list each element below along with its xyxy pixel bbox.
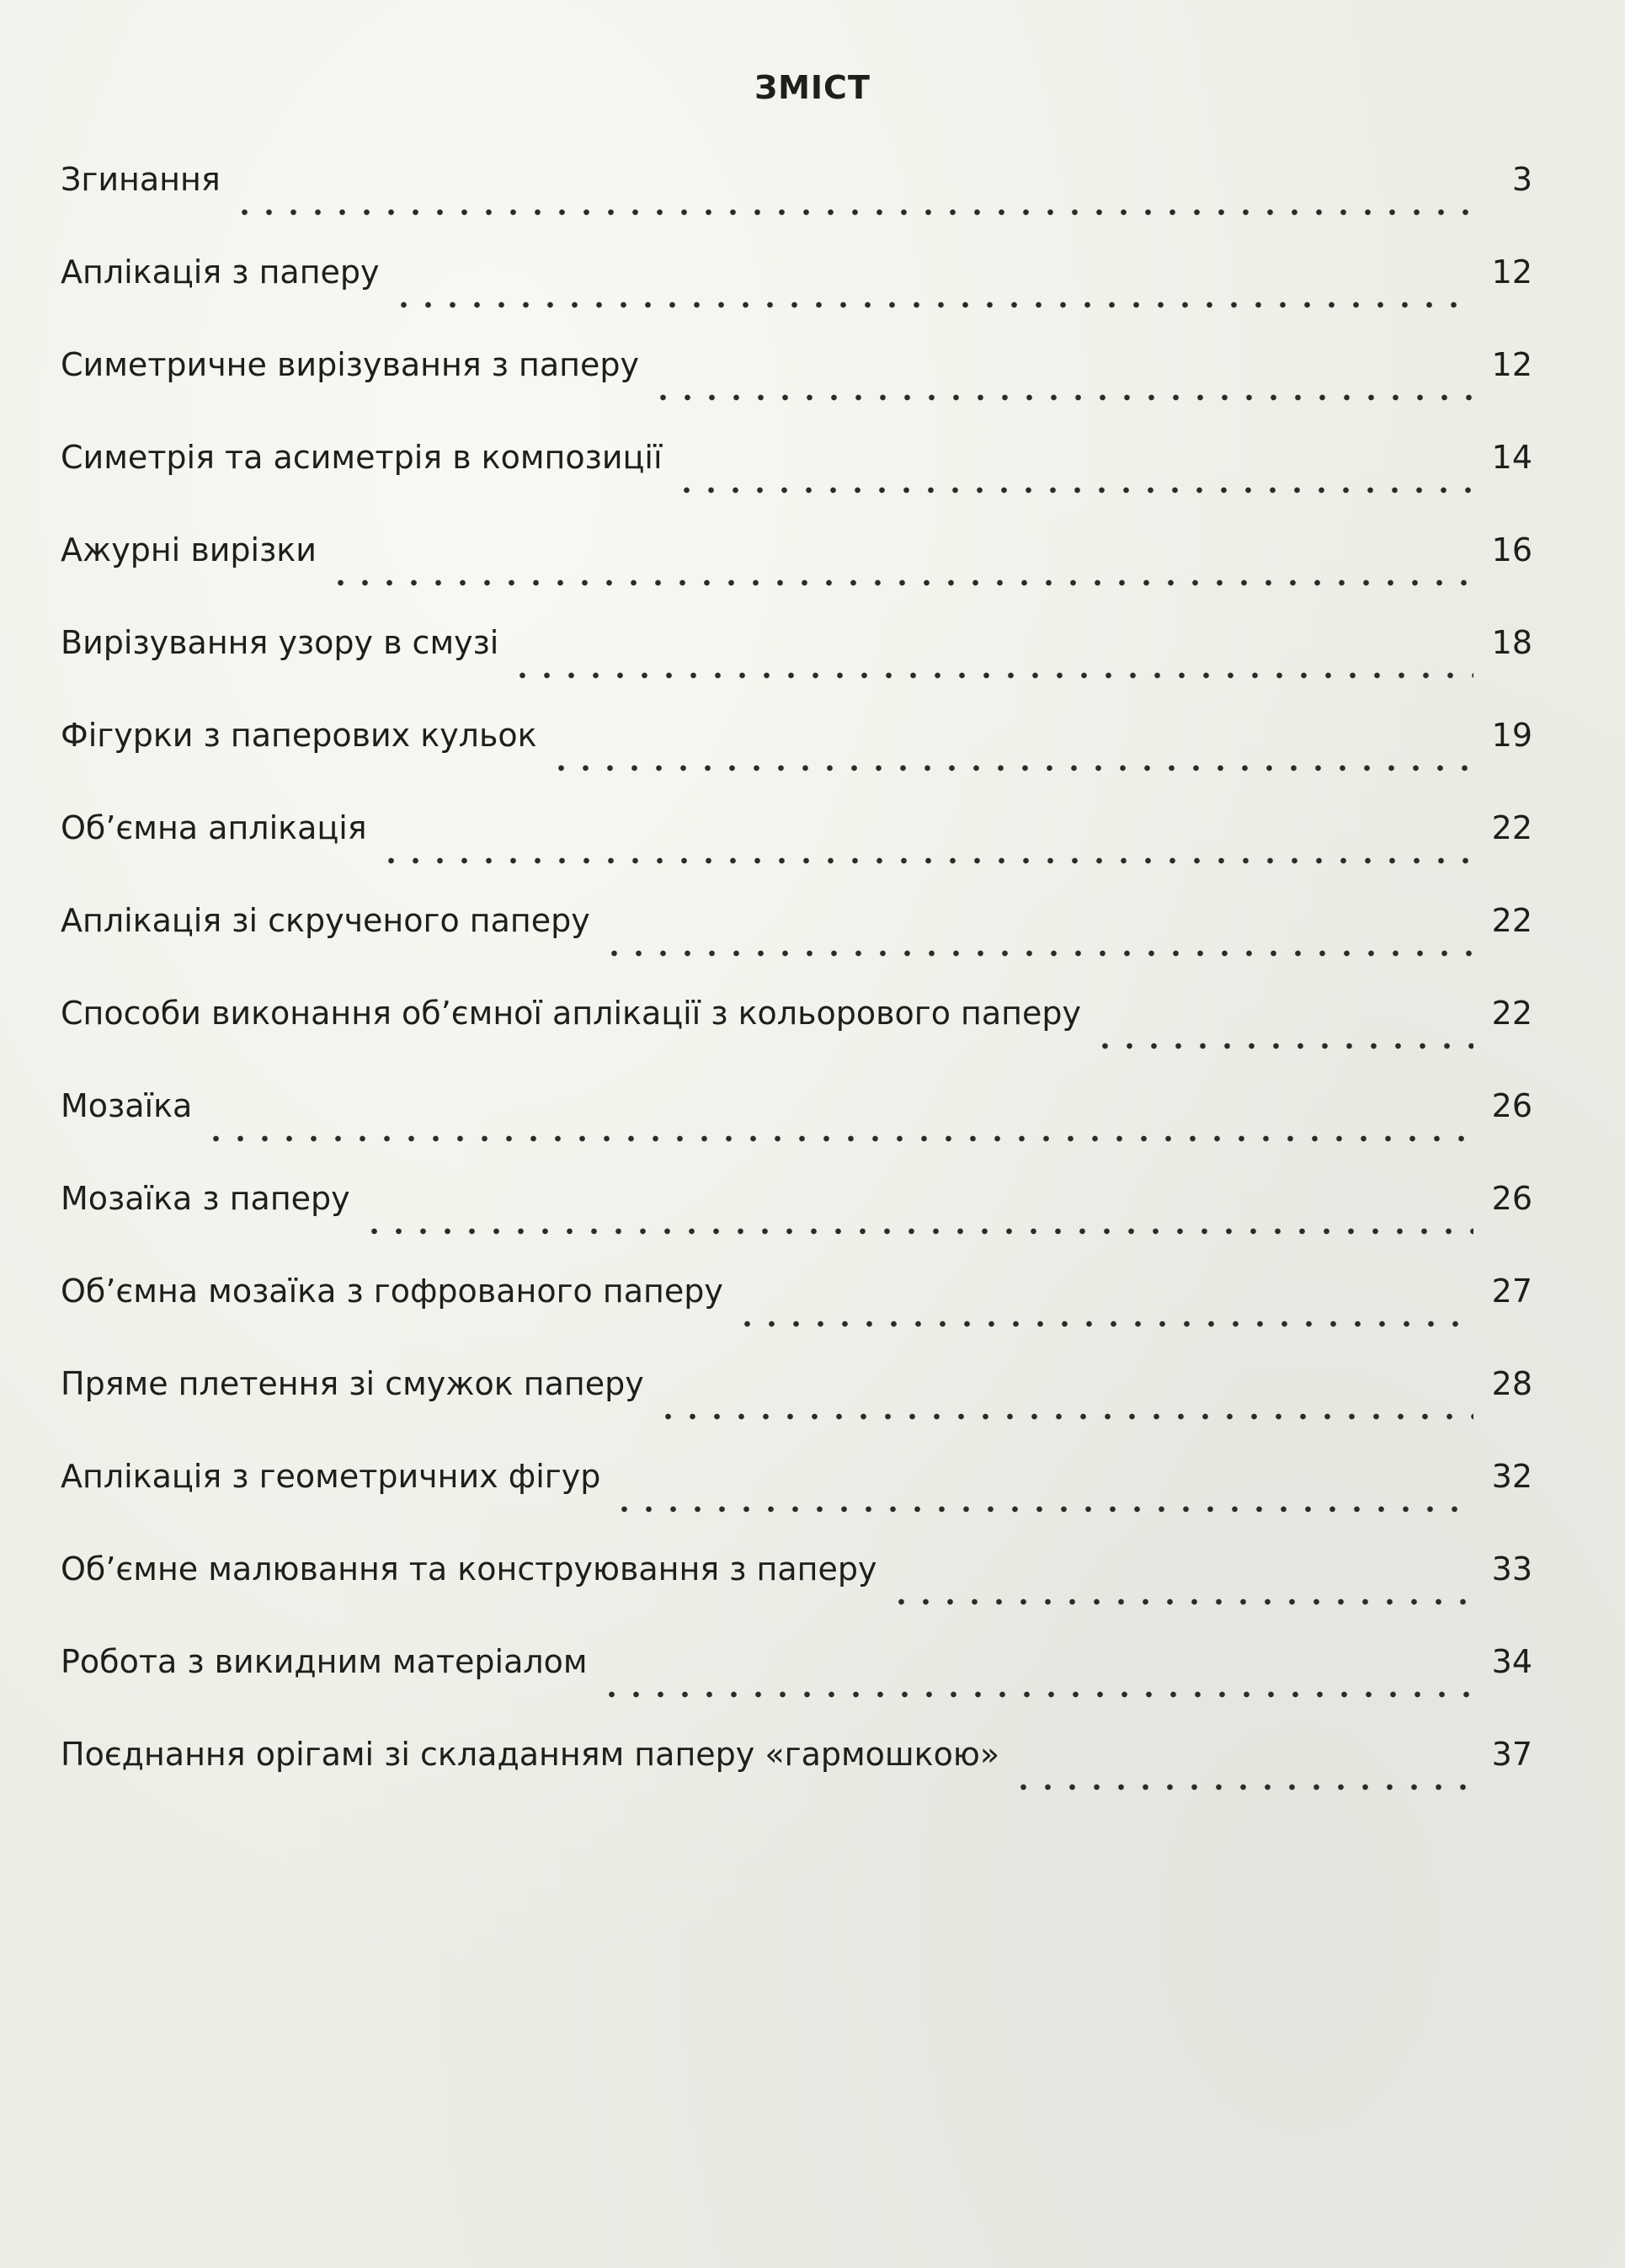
toc-entry-label: Робота з викидним матеріалом — [61, 1643, 588, 1680]
toc-entry-label: Вирізування узору в смузі — [61, 624, 499, 661]
dot-leader — [1011, 1783, 1473, 1791]
toc-entry — [61, 1177, 1532, 1270]
dot-leader — [379, 857, 1473, 865]
dot-leader — [602, 949, 1473, 958]
toc-entry-label: Поєднання орігамі зі складанням паперу «гармошкою» — [61, 1736, 1000, 1773]
toc-entry-label: Ажурні вирізки — [61, 531, 317, 568]
toc-entry-label: Мозаїка з паперу — [61, 1180, 350, 1217]
toc-entry-page: 28 — [1491, 1365, 1532, 1402]
toc-entry — [61, 158, 1532, 251]
dot-leader — [328, 579, 1473, 587]
toc-entry — [61, 1363, 1532, 1455]
dot-leader — [599, 1690, 1473, 1699]
dot-leader — [510, 671, 1473, 680]
toc-entry — [61, 899, 1532, 992]
toc-entry-page: 18 — [1491, 624, 1532, 661]
dot-leader — [612, 1505, 1473, 1513]
toc-entry-label: Аплікація з паперу — [61, 253, 380, 291]
toc-entry-page: 22 — [1491, 902, 1532, 939]
dot-leader — [674, 486, 1473, 494]
toc-list — [61, 158, 1532, 1826]
toc-entry-page: 12 — [1491, 346, 1532, 383]
dot-leader — [204, 1134, 1473, 1143]
toc-entry-label: Симетричне вирізування з паперу — [61, 346, 640, 383]
toc-entry — [61, 344, 1532, 436]
toc-entry-label: Пряме плетення зі смужок паперу — [61, 1365, 644, 1402]
toc-entry — [61, 251, 1532, 344]
toc-entry — [61, 1455, 1532, 1548]
toc-entry-label: Симетрія та асиметрія в композиції — [61, 439, 663, 476]
toc-entry — [61, 807, 1532, 899]
toc-entry-label: Об’ємне малювання та конструювання з паперу — [61, 1550, 877, 1588]
toc-entry — [61, 529, 1532, 622]
dot-leader — [549, 764, 1473, 772]
toc-entry-page: 26 — [1491, 1087, 1532, 1124]
dot-leader — [1093, 1042, 1473, 1050]
toc-entry — [61, 622, 1532, 714]
toc-entry-page: 22 — [1491, 809, 1532, 846]
dot-leader — [362, 1227, 1473, 1235]
toc-entry-label: Фігурки з паперових кульок — [61, 717, 537, 754]
toc-entry-label: Аплікація зі скрученого паперу — [61, 902, 590, 939]
toc-entry-page: 26 — [1491, 1180, 1532, 1217]
toc-entry-label: Об’ємна аплікація — [61, 809, 367, 846]
dot-leader — [656, 1412, 1473, 1421]
toc-entry-page: 27 — [1491, 1273, 1532, 1310]
toc-entry-page: 19 — [1491, 717, 1532, 754]
dot-leader — [651, 393, 1473, 402]
toc-entry-page: 16 — [1491, 531, 1532, 568]
toc-entry-label: Мозаїка — [61, 1087, 193, 1124]
toc-entry — [61, 1085, 1532, 1177]
toc-entry — [61, 992, 1532, 1085]
dot-leader — [735, 1320, 1473, 1328]
dot-leader — [889, 1598, 1473, 1606]
toc-entry — [61, 1641, 1532, 1733]
toc-entry-page: 32 — [1491, 1458, 1532, 1495]
toc-entry-page: 3 — [1511, 161, 1532, 198]
toc-entry — [61, 1548, 1532, 1641]
toc-entry-page: 34 — [1491, 1643, 1532, 1680]
dot-leader — [232, 208, 1475, 216]
dot-leader — [392, 301, 1473, 309]
toc-entry — [61, 1270, 1532, 1363]
toc-entry-page: 12 — [1491, 253, 1532, 291]
toc-entry-label: Згинання — [61, 161, 221, 198]
toc-entry-label: Способи виконання об’ємної аплікації з кольорового паперу — [61, 995, 1082, 1032]
toc-entry-label: Аплікація з геометричних фігур — [61, 1458, 601, 1495]
toc-title: ЗМІСТ — [754, 69, 871, 106]
toc-entry — [61, 436, 1532, 529]
toc-entry-page: 33 — [1491, 1550, 1532, 1588]
toc-entry-page: 22 — [1491, 995, 1532, 1032]
toc-entry — [61, 714, 1532, 807]
toc-entry-page: 37 — [1491, 1736, 1532, 1773]
toc-entry-page: 14 — [1491, 439, 1532, 476]
toc-entry-label: Об’ємна мозаїка з гофрованого паперу — [61, 1273, 723, 1310]
toc-entry — [61, 1733, 1532, 1826]
